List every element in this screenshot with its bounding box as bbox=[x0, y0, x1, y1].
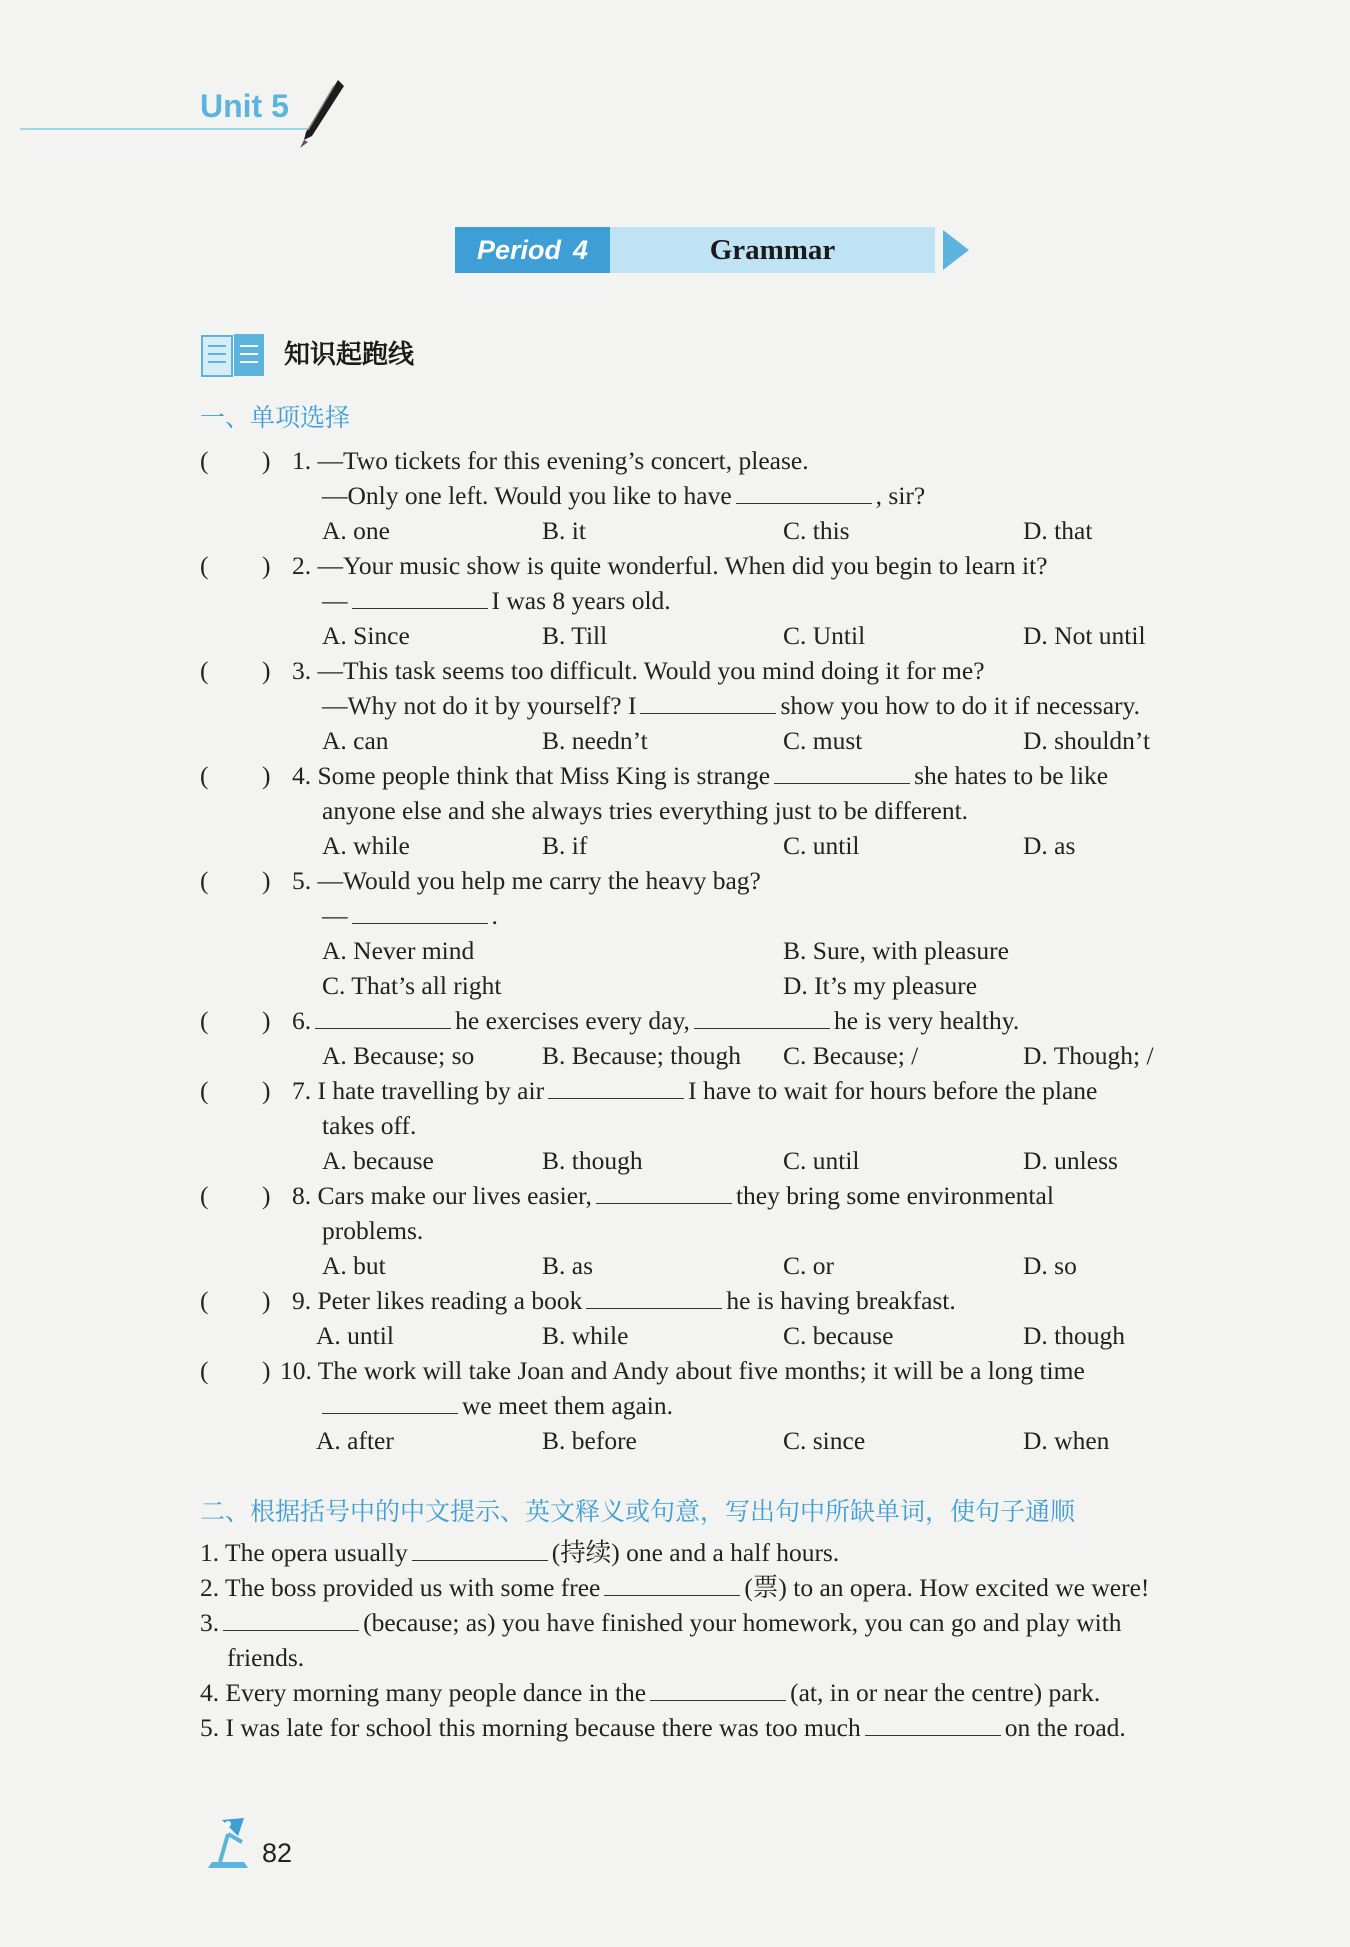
option-d: D. as bbox=[1023, 831, 1076, 860]
paren-right: ) bbox=[262, 551, 271, 580]
option-a: A. one bbox=[322, 516, 390, 545]
sentence-text: 5. I was late for school this morning because there was too much bbox=[200, 1713, 861, 1742]
paren-left: ( bbox=[200, 1006, 209, 1035]
question-6 bbox=[292, 1004, 1019, 1038]
topic-title: Grammar bbox=[610, 227, 935, 273]
book-icon bbox=[200, 330, 268, 380]
paren-left: ( bbox=[200, 551, 209, 580]
answer-blank[interactable] bbox=[694, 1004, 830, 1029]
option-b: B. needn’t bbox=[542, 726, 648, 755]
question-text: they bring some environmental bbox=[735, 1181, 1054, 1210]
question-text: I was 8 years old. bbox=[491, 586, 671, 615]
question-number: 2. bbox=[292, 551, 312, 580]
answer-blank[interactable] bbox=[650, 1676, 786, 1701]
option-d: D. when bbox=[1023, 1426, 1110, 1455]
question-number: 8. bbox=[292, 1181, 312, 1210]
option-c: C. or bbox=[783, 1251, 834, 1280]
fill-sentence-4 bbox=[200, 1676, 1100, 1710]
option-c: C. Because; / bbox=[783, 1041, 919, 1070]
paren-right: ) bbox=[262, 446, 271, 475]
part2-title: 二、根据括号中的中文提示、英文释义或句意，写出句中所缺单词，使句子通顺 bbox=[200, 1497, 1076, 1526]
question-text: I hate travelling by air bbox=[317, 1076, 545, 1105]
question-text: —Why not do it by yourself? I bbox=[322, 691, 637, 720]
paren-left: ( bbox=[200, 1286, 209, 1315]
question-number: 6. bbox=[292, 1006, 312, 1035]
unit-underline bbox=[20, 128, 310, 130]
pen-icon bbox=[298, 78, 346, 150]
option-a: A. Never mind bbox=[322, 936, 475, 965]
option-b: B. if bbox=[542, 831, 588, 860]
answer-blank[interactable] bbox=[640, 689, 776, 714]
sentence-text: 4. Every morning many people dance in the bbox=[200, 1678, 647, 1707]
question-text: —Your music show is quite wonderful. When did you begin to learn it? bbox=[317, 551, 1048, 580]
paren-left: ( bbox=[200, 1181, 209, 1210]
question-7-line2: takes off. bbox=[322, 1111, 417, 1140]
question-2-line2 bbox=[322, 584, 671, 618]
option-b: B. Till bbox=[542, 621, 608, 650]
option-d: D. unless bbox=[1023, 1146, 1118, 1175]
question-text: —This task seems too difficult. Would you mind doing it for me? bbox=[317, 656, 985, 685]
option-d: D. so bbox=[1023, 1251, 1077, 1280]
question-text: she hates to be like bbox=[914, 761, 1109, 790]
period-label bbox=[455, 227, 610, 273]
option-d: D. that bbox=[1023, 516, 1093, 545]
paren-left: ( bbox=[200, 446, 209, 475]
paren-right: ) bbox=[262, 761, 271, 790]
paren-left: ( bbox=[200, 656, 209, 685]
option-c: C. since bbox=[783, 1426, 866, 1455]
question-5-line2 bbox=[322, 899, 498, 933]
question-text: The work will take Joan and Andy about five months; it will be a long time bbox=[317, 1356, 1085, 1385]
paren-left: ( bbox=[200, 761, 209, 790]
lamp-icon bbox=[198, 1812, 258, 1872]
option-c: C. until bbox=[783, 831, 860, 860]
question-text: show you how to do it if necessary. bbox=[780, 691, 1140, 720]
fill-sentence-2 bbox=[200, 1571, 1149, 1605]
option-a: A. because bbox=[322, 1146, 434, 1175]
option-d: D. though bbox=[1023, 1321, 1125, 1350]
question-text: Some people think that Miss King is strange bbox=[317, 761, 771, 790]
paren-right: ) bbox=[262, 656, 271, 685]
answer-blank[interactable] bbox=[604, 1571, 740, 1596]
answer-blank[interactable] bbox=[412, 1536, 548, 1561]
option-d: D. Not until bbox=[1023, 621, 1146, 650]
question-number: 4. bbox=[292, 761, 312, 790]
paren-right: ) bbox=[262, 1286, 271, 1315]
sentence-text: 3. bbox=[200, 1608, 220, 1637]
option-b: B. Because; though bbox=[542, 1041, 742, 1070]
unit-title: Unit 5 bbox=[200, 88, 289, 124]
answer-blank[interactable] bbox=[352, 899, 488, 924]
option-c: C. until bbox=[783, 1146, 860, 1175]
option-b: B. as bbox=[542, 1251, 593, 1280]
option-a: A. can bbox=[322, 726, 389, 755]
question-number: 1. bbox=[292, 446, 312, 475]
option-a: A. while bbox=[322, 831, 410, 860]
option-b: B. while bbox=[542, 1321, 629, 1350]
option-b: B. it bbox=[542, 516, 586, 545]
paren-left: ( bbox=[200, 1356, 209, 1385]
question-3-line2 bbox=[322, 689, 1140, 723]
sentence-text: on the road. bbox=[1004, 1713, 1126, 1742]
paren-right: ) bbox=[262, 866, 271, 895]
question-text: —Only one left. Would you like to have bbox=[322, 481, 732, 510]
answer-blank[interactable] bbox=[774, 759, 910, 784]
question-text: he is very healthy. bbox=[833, 1006, 1020, 1035]
option-a: A. Since bbox=[322, 621, 410, 650]
page-number: 82 bbox=[262, 1838, 293, 1868]
fill-sentence-3-line2: friends. bbox=[227, 1643, 305, 1672]
question-text: , sir? bbox=[875, 481, 926, 510]
question-number: 7. bbox=[292, 1076, 312, 1105]
question-4-line2: anyone else and she always tries everything just to be different. bbox=[322, 796, 969, 825]
option-a: A. Because; so bbox=[322, 1041, 475, 1070]
sentence-text: (持续) one and a half hours. bbox=[551, 1538, 840, 1567]
question-5 bbox=[292, 864, 761, 898]
question-9 bbox=[292, 1284, 956, 1318]
fill-sentence-1 bbox=[200, 1536, 839, 1570]
question-4 bbox=[292, 759, 1108, 793]
question-8-line2: problems. bbox=[322, 1216, 424, 1245]
answer-blank[interactable] bbox=[865, 1711, 1001, 1736]
question-text: Peter likes reading a book bbox=[317, 1286, 583, 1315]
option-c: C. because bbox=[783, 1321, 894, 1350]
option-b: B. though bbox=[542, 1146, 643, 1175]
question-1-line2 bbox=[322, 479, 925, 513]
option-c: C. must bbox=[783, 726, 863, 755]
option-c: C. That’s all right bbox=[322, 971, 502, 1000]
question-text: . bbox=[491, 901, 498, 930]
question-number: 9. bbox=[292, 1286, 312, 1315]
paren-right: ) bbox=[262, 1006, 271, 1035]
fill-sentence-3 bbox=[200, 1606, 1122, 1640]
option-b: B. Sure, with pleasure bbox=[783, 936, 1009, 965]
question-10-line2 bbox=[318, 1389, 673, 1423]
question-number: 10. bbox=[280, 1356, 312, 1385]
answer-blank[interactable] bbox=[352, 584, 488, 609]
option-a: A. until bbox=[316, 1321, 394, 1350]
answer-blank[interactable] bbox=[596, 1179, 732, 1204]
question-text: he is having breakfast. bbox=[726, 1286, 956, 1315]
question-number: 3. bbox=[292, 656, 312, 685]
section-title: 知识起跑线 bbox=[284, 340, 415, 370]
paren-right: ) bbox=[262, 1181, 271, 1210]
answer-blank[interactable] bbox=[315, 1004, 451, 1029]
part1-title: 一、单项选择 bbox=[200, 403, 351, 432]
sentence-text: 2. The boss provided us with some free bbox=[200, 1573, 601, 1602]
option-d: D. It’s my pleasure bbox=[783, 971, 978, 1000]
option-c: C. this bbox=[783, 516, 850, 545]
option-a: A. but bbox=[322, 1251, 386, 1280]
period-text: Period bbox=[476, 234, 561, 265]
question-1 bbox=[292, 444, 809, 478]
sentence-text: (at, in or near the centre) park. bbox=[790, 1678, 1101, 1707]
answer-blank[interactable] bbox=[736, 479, 872, 504]
paren-right: ) bbox=[262, 1356, 271, 1385]
question-text: —Two tickets for this evening’s concert, please. bbox=[317, 446, 809, 475]
option-a: A. after bbox=[316, 1426, 394, 1455]
paren-right: ) bbox=[262, 1076, 271, 1105]
question-2 bbox=[292, 549, 1047, 583]
option-c: C. Until bbox=[783, 621, 866, 650]
paren-left: ( bbox=[200, 1076, 209, 1105]
question-text: — bbox=[322, 901, 348, 930]
sentence-text: 1. The opera usually bbox=[200, 1538, 408, 1567]
option-d: D. Though; / bbox=[1023, 1041, 1154, 1070]
answer-blank[interactable] bbox=[586, 1284, 722, 1309]
arrow-right-icon bbox=[943, 230, 969, 270]
option-b: B. before bbox=[542, 1426, 637, 1455]
question-text: — bbox=[322, 586, 348, 615]
sentence-text: (票) to an opera. How excited we were! bbox=[744, 1573, 1150, 1602]
question-3 bbox=[292, 654, 985, 688]
question-number: 5. bbox=[292, 866, 312, 895]
period-number: 4 bbox=[573, 234, 589, 265]
question-text: —Would you help me carry the heavy bag? bbox=[317, 866, 761, 895]
answer-blank[interactable] bbox=[322, 1389, 458, 1414]
answer-blank[interactable] bbox=[223, 1606, 359, 1631]
question-text: he exercises every day, bbox=[455, 1006, 690, 1035]
question-7 bbox=[292, 1074, 1097, 1108]
fill-sentence-5 bbox=[200, 1711, 1126, 1745]
paren-left: ( bbox=[200, 866, 209, 895]
sentence-text: (because; as) you have finished your homework, you can go and play with bbox=[363, 1608, 1122, 1637]
question-text: we meet them again. bbox=[462, 1391, 673, 1420]
question-text: I have to wait for hours before the plane bbox=[688, 1076, 1098, 1105]
option-d: D. shouldn’t bbox=[1023, 726, 1151, 755]
question-10 bbox=[280, 1354, 1085, 1388]
question-8 bbox=[292, 1179, 1054, 1213]
answer-blank[interactable] bbox=[548, 1074, 684, 1099]
question-text: Cars make our lives easier, bbox=[317, 1181, 592, 1210]
